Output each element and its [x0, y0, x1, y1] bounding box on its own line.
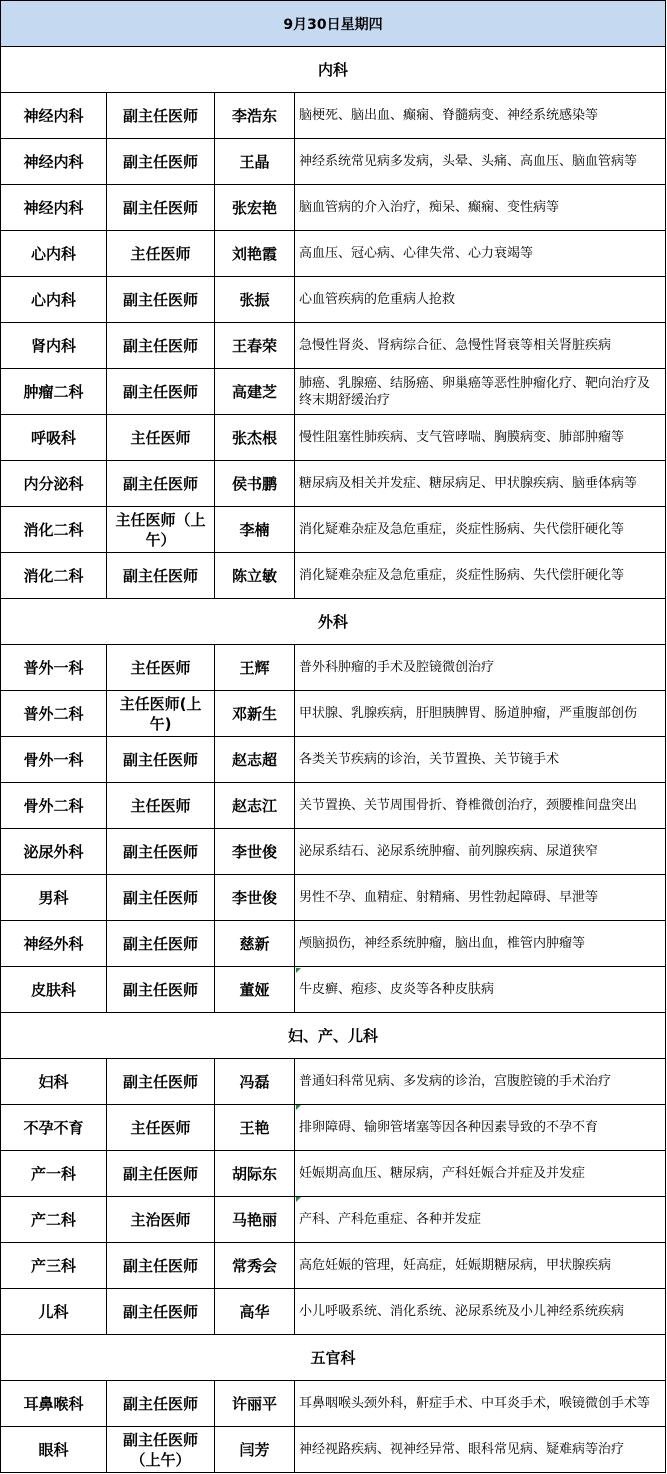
specialty-cell-text: 产科、产科危重症、各种并发症 [299, 1212, 482, 1227]
department-cell-text: 内分泌科 [23, 475, 84, 493]
specialty-cell [295, 921, 665, 966]
specialty-cell-text: 急慢性肾炎、肾病综合征、急慢性肾衰等相关肾脏疾病 [299, 338, 612, 353]
specialty-cell [295, 783, 665, 828]
department-cell-text: 泌尿外科 [23, 843, 84, 861]
doctor-cell [215, 507, 295, 552]
department-cell [1, 1289, 107, 1334]
specialty-cell [295, 277, 665, 322]
title-cell [107, 737, 215, 782]
specialty-cell [295, 1151, 665, 1196]
table-row [0, 691, 666, 737]
title-cell-text: 主任医师 [130, 796, 191, 815]
department-cell-text: 神经内科 [23, 199, 84, 217]
doctor-cell [215, 553, 295, 598]
title-cell [107, 921, 215, 966]
department-cell [1, 185, 107, 230]
specialty-cell-text: 消化疑难杂症及急危重症，炎症性肠病、失代偿肝硬化等 [299, 522, 625, 537]
specialty-cell [295, 829, 665, 874]
specialty-cell [295, 1289, 665, 1334]
department-cell [1, 1151, 107, 1196]
department-cell-text: 不孕不育 [23, 1119, 84, 1137]
specialty-cell-text: 关节置换、关节周围骨折、脊椎微创治疗，颈腰椎间盘突出 [299, 798, 638, 813]
department-cell-text: 消化二科 [23, 567, 84, 585]
doctor-cell [215, 921, 295, 966]
title-cell-text: 主任医师(上午) [119, 694, 202, 733]
department-cell-text: 神经外科 [23, 935, 84, 953]
specialty-cell [295, 185, 665, 230]
specialty-cell [295, 1427, 665, 1472]
department-cell [1, 1381, 107, 1426]
specialty-cell-text: 神经视路疾病、视神经异常、眼科常见病、疑难病等治疗 [299, 1442, 625, 1457]
table-row [0, 415, 666, 461]
doctor-cell-text: 赵志江 [231, 797, 277, 815]
specialty-cell [295, 1243, 665, 1288]
department-cell-text: 普外一科 [23, 659, 84, 677]
specialty-cell-text: 消化疑难杂症及急危重症，炎症性肠病、失代偿肝硬化等 [299, 568, 625, 583]
section-header [0, 599, 666, 645]
department-cell [1, 93, 107, 138]
title-cell-text: 副主任医师 [122, 1394, 198, 1413]
department-cell-text: 骨外二科 [23, 797, 84, 815]
specialty-cell [295, 139, 665, 184]
specialty-cell-text: 甲状腺、乳腺疾病，肝胆胰脾胃、肠道肿瘤，严重腹部创伤 [299, 706, 638, 721]
department-cell [1, 875, 107, 920]
doctor-cell [215, 1151, 295, 1196]
table-row [0, 323, 666, 369]
specialty-cell-text: 小儿呼吸系统、消化系统、泌尿系统及小儿神经系统疾病 [299, 1304, 625, 1319]
specialty-cell [295, 507, 665, 552]
department-cell-text: 耳鼻喉科 [23, 1395, 84, 1413]
department-cell-text: 产一科 [30, 1165, 76, 1183]
specialty-cell [295, 691, 665, 736]
doctor-cell [215, 1289, 295, 1334]
doctor-cell-text: 陈立敏 [231, 567, 277, 585]
title-cell-text: 副主任医师 [122, 290, 198, 309]
doctor-cell-text: 王辉 [239, 659, 270, 677]
specialty-cell [295, 1381, 665, 1426]
specialty-cell-text: 耳鼻咽喉头颈外科，鼾症手术、中耳炎手术，喉镜微创手术等 [299, 1396, 651, 1411]
department-cell [1, 1197, 107, 1242]
table-row [0, 1151, 666, 1197]
table-row [0, 461, 666, 507]
department-cell [1, 369, 107, 414]
doctor-cell [215, 1197, 295, 1242]
title-cell-text: 副主任医师 [122, 980, 198, 999]
doctor-cell-text: 李世俊 [231, 843, 277, 861]
department-cell [1, 645, 107, 690]
specialty-cell [295, 1059, 665, 1104]
department-cell-text: 肿瘤二科 [23, 383, 84, 401]
department-cell [1, 1059, 107, 1104]
specialty-cell [295, 231, 665, 276]
table-row [0, 231, 666, 277]
department-cell [1, 1243, 107, 1288]
comment-marker-icon [296, 1105, 301, 1110]
doctor-cell [215, 139, 295, 184]
title-cell [107, 369, 215, 414]
specialty-cell-text: 慢性阻塞性肺疾病、支气管哮喘、胸膜病变、肺部肿瘤等 [299, 430, 625, 445]
title-cell-text: 副主任医师 [122, 1072, 198, 1091]
comment-marker-icon [296, 968, 301, 973]
department-cell-text: 产三科 [30, 1257, 76, 1275]
specialty-cell [295, 875, 665, 920]
department-cell-text: 产二科 [30, 1211, 76, 1229]
table-row [0, 1427, 666, 1473]
department-cell [1, 323, 107, 368]
section-header-label: 内科 [317, 61, 348, 79]
doctor-cell [215, 829, 295, 874]
title-cell-text: 副主任医师 [122, 842, 198, 861]
department-cell-text: 骨外一科 [23, 751, 84, 769]
department-cell-text: 儿科 [38, 1303, 69, 1321]
title-cell-text: 副主任医师 [122, 106, 198, 125]
doctor-cell-text: 刘艳霞 [231, 245, 277, 263]
doctor-cell [215, 1105, 295, 1150]
title-cell-text: 副主任医师 [122, 1164, 198, 1183]
specialty-cell-text: 泌尿系结石、泌尿系统肿瘤、前列腺疾病、尿道狭窄 [299, 844, 599, 859]
doctor-cell [215, 783, 295, 828]
title-cell [107, 139, 215, 184]
title-cell-text: 副主任医师 [122, 336, 198, 355]
doctor-cell-text: 李楠 [239, 521, 270, 539]
specialty-cell-text: 牛皮癣、疱疹、皮炎等各种皮肤病 [299, 982, 495, 997]
department-cell [1, 921, 107, 966]
title-cell-text: 主任医师 [130, 244, 191, 263]
title-cell-text: 主任医师 [130, 1118, 191, 1137]
specialty-cell [295, 93, 665, 138]
doctor-cell [215, 93, 295, 138]
department-cell [1, 277, 107, 322]
doctor-cell-text: 张宏艳 [231, 199, 277, 217]
title-cell [107, 1197, 215, 1242]
title-cell [107, 1243, 215, 1288]
department-cell [1, 1105, 107, 1150]
title-cell [107, 1105, 215, 1150]
schedule-date-title [0, 0, 666, 47]
department-cell [1, 507, 107, 552]
specialty-cell [295, 645, 665, 690]
specialty-cell-text: 脑梗死、脑出血、癫痫、脊髓病变、神经系统感染等 [299, 108, 599, 123]
doctor-cell-text: 常秀会 [231, 1257, 277, 1275]
title-cell [107, 553, 215, 598]
department-cell-text: 妇科 [38, 1073, 69, 1091]
department-cell-text: 皮肤科 [30, 981, 76, 999]
doctor-cell-text: 董娅 [239, 981, 270, 999]
doctor-cell-text: 张杰根 [231, 429, 277, 447]
doctor-cell-text: 王春荣 [231, 337, 277, 355]
title-cell [107, 185, 215, 230]
doctor-cell-text: 高建芝 [231, 383, 277, 401]
title-cell-text: 副主任医师（上午） [122, 1430, 198, 1469]
department-cell [1, 139, 107, 184]
table-row [0, 783, 666, 829]
department-cell-text: 神经内科 [23, 107, 84, 125]
section-header [0, 1013, 666, 1059]
specialty-cell-text: 心血管疾病的危重病人抢救 [299, 292, 456, 307]
doctor-cell-text: 闫芳 [239, 1441, 270, 1459]
title-cell-text: 副主任医师 [122, 382, 198, 401]
title-cell-text: 主任医师 [130, 428, 191, 447]
specialty-cell-text: 妊娠期高血压、糖尿病，产科妊娠合并症及并发症 [299, 1166, 586, 1181]
table-row [0, 1197, 666, 1243]
title-cell [107, 875, 215, 920]
table-row [0, 875, 666, 921]
table-row [0, 1243, 666, 1289]
title-cell [107, 277, 215, 322]
doctor-cell [215, 1059, 295, 1104]
section-header-label: 五官科 [310, 1349, 356, 1367]
department-cell [1, 1427, 107, 1472]
doctor-cell-text: 李浩东 [231, 107, 277, 125]
department-cell [1, 461, 107, 506]
department-cell [1, 783, 107, 828]
title-cell-text: 副主任医师 [122, 198, 198, 217]
doctor-cell-text: 赵志超 [231, 751, 277, 769]
department-cell-text: 心内科 [30, 291, 76, 309]
title-cell [107, 323, 215, 368]
title-cell [107, 691, 215, 736]
specialty-cell-text: 普外科肿瘤的手术及腔镜微创治疗 [299, 660, 495, 675]
title-cell [107, 1059, 215, 1104]
table-row [0, 645, 666, 691]
specialty-cell-text: 男性不孕、血精症、射精痛、男性勃起障碍、早泄等 [299, 890, 599, 905]
title-cell-text: 副主任医师 [122, 934, 198, 953]
title-cell-text: 副主任医师 [122, 566, 198, 585]
table-row [0, 967, 666, 1013]
table-row [0, 553, 666, 599]
title-cell-text: 副主任医师 [122, 1256, 198, 1275]
department-cell-text: 神经内科 [23, 153, 84, 171]
specialty-cell-text: 神经系统常见病多发病，头晕、头痛、高血压、脑血管病等 [299, 154, 638, 169]
doctor-cell [215, 185, 295, 230]
table-row [0, 737, 666, 783]
doctor-cell [215, 1381, 295, 1426]
department-cell-text: 普外二科 [23, 705, 84, 723]
doctor-cell [215, 1427, 295, 1472]
department-cell [1, 553, 107, 598]
specialty-cell-text: 各类关节疾病的诊治，关节置换、关节镜手术 [299, 752, 560, 767]
specialty-cell [295, 461, 665, 506]
doctor-cell [215, 875, 295, 920]
table-row [0, 1105, 666, 1151]
specialty-cell [295, 553, 665, 598]
title-cell [107, 967, 215, 1012]
specialty-cell [295, 369, 665, 414]
title-cell-text: 主任医师 [130, 658, 191, 677]
title-cell [107, 829, 215, 874]
table-row [0, 921, 666, 967]
doctor-cell [215, 967, 295, 1012]
department-cell [1, 691, 107, 736]
doctor-cell-text: 邓新生 [231, 705, 277, 723]
title-cell [107, 415, 215, 460]
specialty-cell-text: 高危妊娠的管理，妊高症，妊娠期糖尿病，甲状腺疾病 [299, 1258, 612, 1273]
department-cell-text: 男科 [38, 889, 69, 907]
department-cell-text: 消化二科 [23, 521, 84, 539]
department-cell [1, 231, 107, 276]
section-header-label: 外科 [317, 613, 348, 631]
table-row [0, 829, 666, 875]
title-cell-text: 副主任医师 [122, 750, 198, 769]
specialty-cell-text: 颅脑损伤，神经系统肿瘤，脑出血，椎管内肿瘤等 [299, 936, 586, 951]
table-row [0, 277, 666, 323]
title-cell-text: 副主任医师 [122, 888, 198, 907]
doctor-cell-text: 马艳丽 [231, 1211, 277, 1229]
specialty-cell [295, 415, 665, 460]
doctor-cell [215, 415, 295, 460]
table-row [0, 93, 666, 139]
doctor-cell-text: 张振 [239, 291, 270, 309]
title-cell [107, 93, 215, 138]
specialty-cell-text: 肺癌、乳腺癌、结肠癌、卵巢癌等恶性肿瘤化疗、靶向治疗及终末期舒缓治疗 [299, 375, 651, 408]
table-row [0, 1381, 666, 1427]
specialty-cell-text: 排卵障碍、输卵管堵塞等因各种因素导致的不孕不育 [299, 1120, 599, 1135]
doctor-cell [215, 737, 295, 782]
specialty-cell-text: 普通妇科常见病、多发病的诊治，宫腹腔镜的手术治疗 [299, 1074, 612, 1089]
table-row [0, 1289, 666, 1335]
doctor-cell [215, 369, 295, 414]
doctor-cell-text: 高华 [239, 1303, 270, 1321]
table-row [0, 369, 666, 415]
department-cell [1, 737, 107, 782]
comment-marker-icon [296, 1197, 301, 1202]
doctor-cell-text: 冯磊 [239, 1073, 270, 1091]
department-cell [1, 829, 107, 874]
department-cell-text: 呼吸科 [30, 429, 76, 447]
table-row [0, 139, 666, 185]
doctor-cell [215, 461, 295, 506]
table-row [0, 185, 666, 231]
title-cell-text: 副主任医师 [122, 152, 198, 171]
specialty-cell [295, 1105, 665, 1150]
specialty-cell-text: 脑血管病的介入治疗，痴呆、癫痫、变性病等 [299, 200, 560, 215]
section-header-label: 妇、产、儿科 [287, 1027, 378, 1045]
department-cell-text: 心内科 [30, 245, 76, 263]
doctor-cell-text: 李世俊 [231, 889, 277, 907]
title-cell [107, 507, 215, 552]
schedule-date-title-text: 9月30日星期四 [283, 16, 383, 33]
title-cell [107, 231, 215, 276]
department-cell-text: 肾内科 [30, 337, 76, 355]
doctor-cell-text: 侯书鹏 [231, 475, 277, 493]
specialty-cell-text: 糖尿病及相关并发症、糖尿病足、甲状腺疾病、脑垂体病等 [299, 476, 638, 491]
specialty-cell [295, 1197, 665, 1242]
doctor-cell [215, 323, 295, 368]
specialty-cell [295, 323, 665, 368]
section-header [0, 1335, 666, 1381]
title-cell [107, 1151, 215, 1196]
specialty-cell [295, 967, 665, 1012]
doctor-cell [215, 277, 295, 322]
doctor-cell-text: 许丽平 [231, 1395, 277, 1413]
doctor-cell [215, 231, 295, 276]
title-cell [107, 1381, 215, 1426]
doctor-cell-text: 慈新 [239, 935, 270, 953]
title-cell-text: 主治医师 [130, 1210, 191, 1229]
title-cell [107, 645, 215, 690]
doctor-cell-text: 王晶 [239, 153, 270, 171]
title-cell [107, 461, 215, 506]
doctor-cell-text: 王艳 [239, 1119, 270, 1137]
department-cell-text: 眼科 [38, 1441, 69, 1459]
doctor-cell [215, 691, 295, 736]
title-cell [107, 1427, 215, 1472]
title-cell-text: 主任医师（上午） [115, 510, 206, 549]
doctor-cell [215, 645, 295, 690]
title-cell [107, 783, 215, 828]
table-row [0, 507, 666, 553]
title-cell [107, 1289, 215, 1334]
doctor-cell [215, 1243, 295, 1288]
specialty-cell [295, 737, 665, 782]
table-row [0, 1059, 666, 1105]
title-cell-text: 副主任医师 [122, 474, 198, 493]
doctor-cell-text: 胡际东 [231, 1165, 277, 1183]
department-cell [1, 415, 107, 460]
specialty-cell-text: 高血压、冠心病、心律失常、心力衰竭等 [299, 246, 534, 261]
section-header [0, 47, 666, 93]
department-cell [1, 967, 107, 1012]
title-cell-text: 副主任医师 [122, 1302, 198, 1321]
